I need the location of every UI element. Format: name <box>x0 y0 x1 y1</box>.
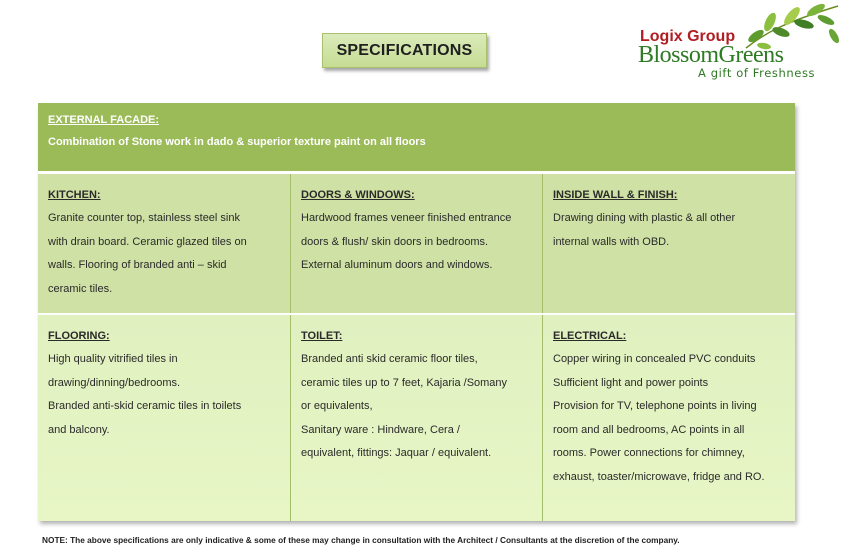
inside-wall-heading: INSIDE WALL & FINISH: <box>553 189 678 201</box>
page-title: SPECIFICATIONS <box>322 33 487 68</box>
toilet-body: Branded anti skid ceramic floor tiles, ceramic tiles up to 7 feet, Kajaria /Somany or equivalents, Sanitary ware : Hindware, Cera / equivalent, fittings: Jaquar / equivalent. <box>301 353 508 459</box>
kitchen-heading: KITCHEN: <box>48 189 101 201</box>
electrical-heading: ELECTRICAL: <box>553 330 627 342</box>
flooring-heading: FLOORING: <box>48 330 110 342</box>
toilet-cell <box>290 315 542 521</box>
specifications-table <box>38 103 795 521</box>
disclaimer-note: NOTE: The above specifications are only indicative & some of these may change in consultation with the Architect / Consultants at the discretion of the company. <box>42 535 680 545</box>
spec-row-2 <box>38 313 795 521</box>
inside-wall-cell <box>542 174 795 313</box>
inside-wall-body: Drawing dining with plastic & all other internal walls with OBD. <box>553 212 736 248</box>
facade-description: Combination of Stone work in dado & superior texture paint on all floors <box>48 136 426 148</box>
flooring-cell <box>38 315 290 521</box>
facade-heading: EXTERNAL FACADE: <box>48 114 160 126</box>
external-facade-section <box>38 103 795 171</box>
electrical-cell <box>542 315 795 521</box>
doors-windows-body: Hardwood frames veneer finished entrance doors & flush/ skin doors in bedrooms. External aluminum doors and windows. <box>301 212 512 271</box>
kitchen-cell <box>38 174 290 313</box>
spec-row-1 <box>38 174 795 313</box>
kitchen-body: Granite counter top, stainless steel sink with drain board. Ceramic glazed tiles on walls. Flooring of branded anti – skid ceramic tiles. <box>48 212 247 295</box>
doors-windows-cell <box>290 174 542 313</box>
electrical-body: Copper wiring in concealed PVC conduits Sufficient light and power points Provision for TV, telephone points in living room and all bedrooms, AC points in all rooms. Power connections for chimney, exhaust, toaster/microwave, fridge and RO. <box>553 353 765 483</box>
logo-tagline: A gift of Freshness <box>698 66 816 80</box>
doors-windows-heading: DOORS & WINDOWS: <box>301 189 415 201</box>
flooring-body: High quality vitrified tiles in drawing/dinning/bedrooms. Branded anti-skid ceramic tiles in toilets and balcony. <box>48 353 242 436</box>
toilet-heading: TOILET: <box>301 330 343 342</box>
logo-brand-text: BlossomGreens <box>638 42 784 68</box>
company-logo <box>638 4 843 84</box>
logo-group-text: Logix Group <box>640 28 736 45</box>
